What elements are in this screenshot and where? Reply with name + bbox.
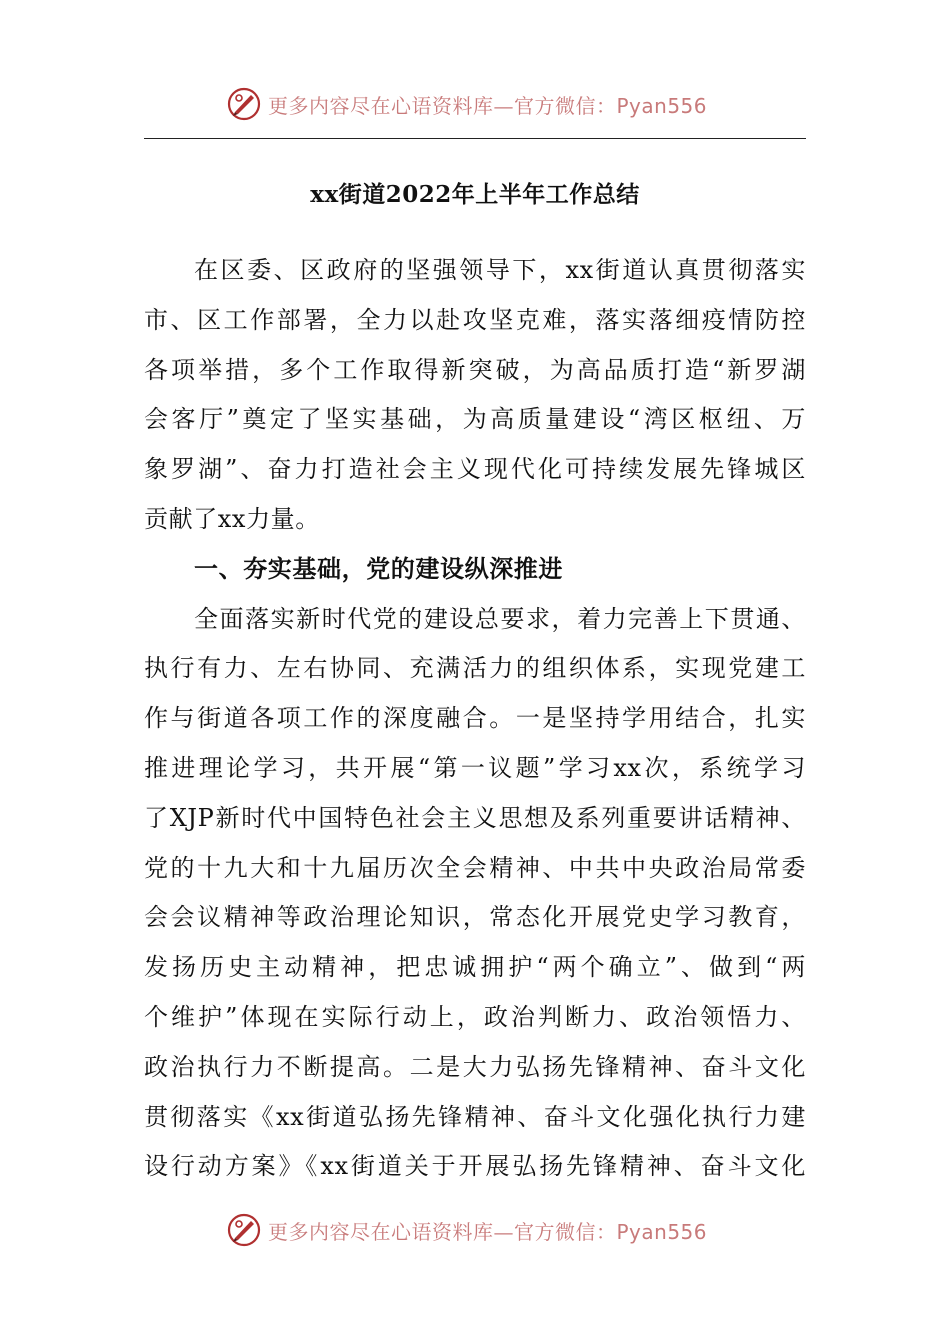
paragraph-line: 推进理论学习，共开展“第一议题”学习xx次，系统学习: [144, 753, 806, 782]
header-brand-text: 更多内容尽在心语资料库: [268, 93, 494, 118]
paragraph-line: 执行有力、左右协同、充满活力的组织体系，实现党建工: [144, 654, 806, 683]
paragraph-line: 贡献了xx力量。: [144, 504, 320, 533]
brand-logo-icon: [226, 86, 262, 122]
watermark-header: [226, 84, 707, 124]
paragraph-line: 会会议精神等政治理论知识，常态化开展党史学习教育，: [144, 903, 806, 932]
watermark-footer: [226, 1210, 707, 1250]
paragraph-line: 象罗湖”、奋力打造社会主义现代化可持续发展先锋城区: [144, 455, 806, 484]
paragraph-line: 会客厅”奠定了坚实基础，为高质量建设“湾区枢纽、万: [144, 405, 806, 434]
document-body: [144, 246, 806, 1192]
document-title: xx街道2022年上半年工作总结: [310, 181, 640, 208]
paragraph-line: 了XJP新时代中国特色社会主义思想及系列重要讲话精神、: [144, 803, 806, 832]
header-separator: —: [493, 93, 514, 118]
section-heading: 一、夯实基础，党的建设纵深推进: [194, 554, 563, 583]
paragraph-line: 市、区工作部署，全力以赴攻坚克难，落实落细疫情防控: [144, 305, 806, 334]
footer-separator: —: [493, 1219, 514, 1244]
paragraph-line: 作与街道各项工作的深度融合。一是坚持学用结合，扎实: [144, 704, 806, 733]
footer-brand: [268, 1216, 707, 1245]
paragraph-line: 在区委、区政府的坚强领导下，xx街道认真贯彻落实: [194, 256, 806, 284]
header-wechat-id: Pyan556: [616, 93, 708, 118]
footer-brand-text: 更多内容尽在心语资料库: [268, 1219, 494, 1244]
paragraph-line: 党的十九大和十九届历次全会精神、中共中央政治局常委: [144, 853, 806, 882]
paragraph-line: 政治执行力不断提高。二是大力弘扬先锋精神、奋斗文化: [144, 1052, 806, 1081]
header-brand: [268, 90, 707, 119]
header-wechat-label: 官方微信：: [514, 93, 617, 118]
footer-wechat-id: Pyan556: [616, 1219, 708, 1244]
paragraph-line: 个维护”体现在实际行动上，政治判断力、政治领悟力、: [144, 1002, 806, 1031]
header-divider: [144, 138, 806, 139]
paragraph-line: 各项举措，多个工作取得新突破，为高品质打造“新罗湖: [144, 355, 806, 384]
paragraph-line: 贯彻落实《xx街道弘扬先锋精神、奋斗文化强化执行力建: [144, 1102, 806, 1131]
footer-wechat-label: 官方微信：: [514, 1219, 617, 1244]
brand-logo-icon: [226, 1212, 262, 1248]
paragraph-line: 设行动方案》《xx街道关于开展弘扬先锋精神、奋斗文化: [144, 1152, 806, 1181]
paragraph-line: 发扬历史主动精神，把忠诚拥护“两个确立”、做到“两: [144, 953, 806, 982]
paragraph-line: 全面落实新时代党的建设总要求，着力完善上下贯通、: [194, 604, 806, 633]
